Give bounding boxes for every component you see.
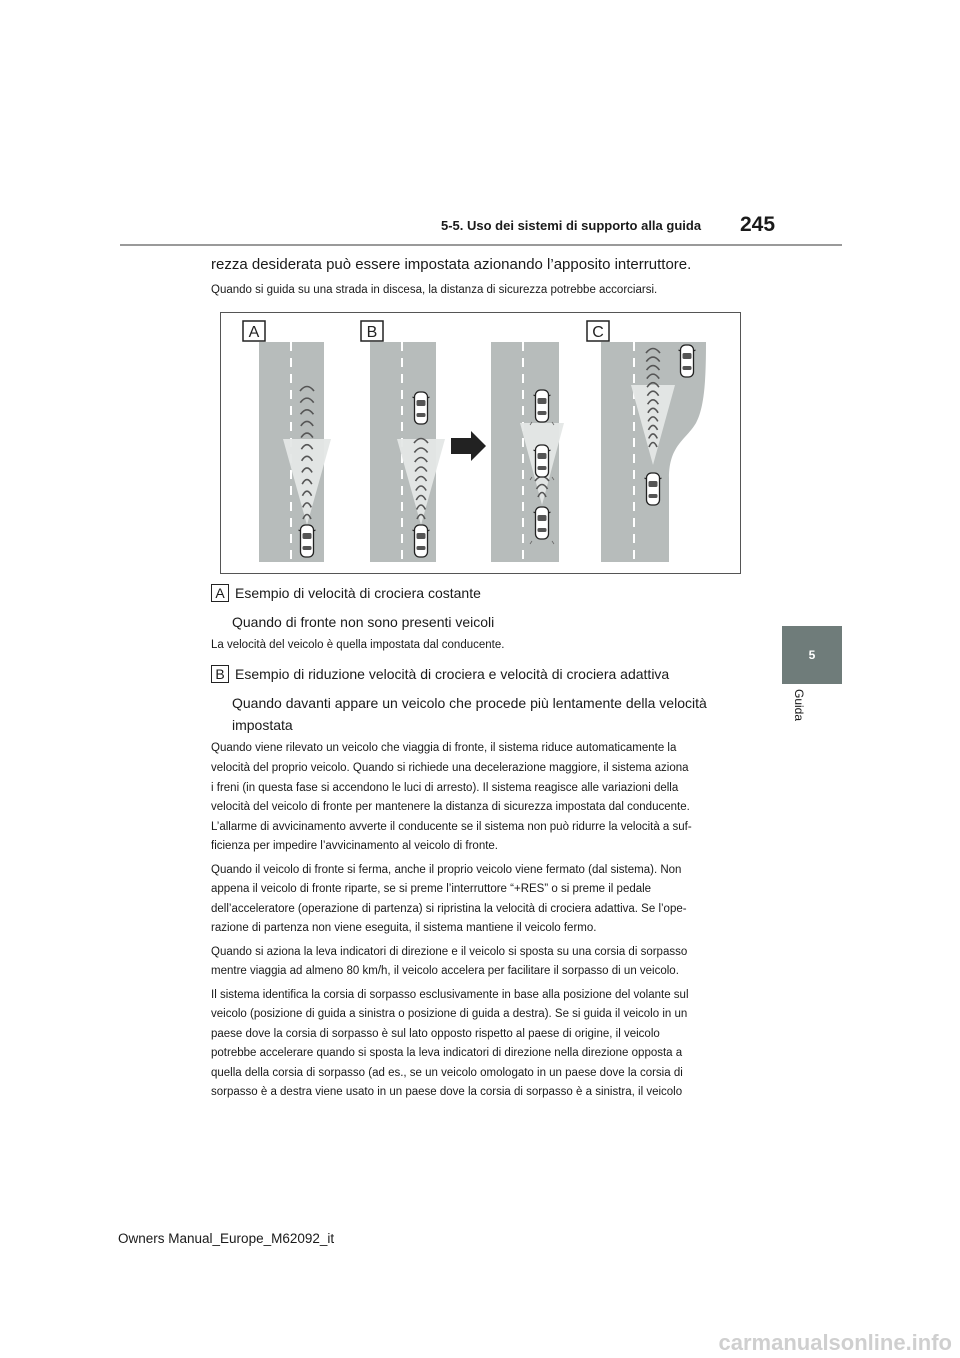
own-car-b2 <box>534 507 551 539</box>
scene-a <box>243 321 331 562</box>
item-b-line-11: Quando si aziona la leva indicatori di direzione e il veicolo si sposta su una corsia di sorpasso <box>211 946 688 958</box>
item-b-line-5: L’allarme di avvicinamento avverte il conducente se il sistema non può ridurre la velocità a suf- <box>211 821 692 833</box>
item-b-line-15: paese dove la corsia di sorpasso è sul lato opposto rispetto al paese di origine, il veicolo <box>211 1028 660 1040</box>
acc-diagram-drawing <box>221 313 742 575</box>
item-b-line-12: mentre viaggia ad almeno 80 km/h, il veicolo accelera per facilitare il sorpasso di un veicolo. <box>211 965 679 977</box>
item-b-line-3: i freni (in questa fase si accendono le luci di arresto). Il sistema reagisce alle variazioni della <box>211 782 679 794</box>
item-b-heading <box>211 665 669 683</box>
item-b-line-7: Quando il veicolo di fronte si ferma, anche il proprio veicolo viene fermato (dal sistema). Non <box>211 864 682 876</box>
lead-car-b2 <box>534 390 551 422</box>
item-b-line-16: potrebbe accelerare quando si sposta la leva indicatori di direzione nella direzione opposta a <box>211 1047 683 1059</box>
item-b-line-6: ficienza per impedire l’avvicinamento al veicolo di fronte. <box>211 840 499 852</box>
item-b-line-1: Quando viene rilevato un veicolo che viaggia di fronte, il sistema riduce automaticamente la <box>211 742 677 754</box>
label-b: B <box>366 324 378 341</box>
item-a-title: Esempio di velocità di crociera costante <box>235 585 481 601</box>
own-car-c <box>645 473 662 505</box>
lead-car-b1 <box>413 392 430 424</box>
item-a-subtitle: Quando di fronte non sono presenti veicoli <box>232 614 495 630</box>
item-b-line-2: velocità del proprio veicolo. Quando si richiede una decelerazione maggiore, il sistema aziona <box>211 762 689 774</box>
header-divider <box>120 244 842 246</box>
item-b-letter: B <box>211 665 229 683</box>
page-number: 245 <box>740 213 776 236</box>
chapter-tab[interactable] <box>782 626 842 684</box>
scene-c <box>587 321 706 562</box>
label-c: C <box>592 324 604 341</box>
item-b-line-10: razione di partenza non viene eseguita, il sistema mantiene il veicolo fermo. <box>211 922 597 934</box>
acc-diagram <box>220 312 741 574</box>
item-b-line-4: velocità del veicolo di fronte per mantenere la distanza di sicurezza impostata dal conducente. <box>211 801 690 813</box>
item-b-title: Esempio di riduzione velocità di crociera e velocità di crociera adattiva <box>235 666 670 682</box>
item-a-body: La velocità del veicolo è quella impostata dal conducente. <box>211 639 505 651</box>
item-b-line-13: Il sistema identifica la corsia di sorpasso esclusivamente in base alla posizione del volante sul <box>211 989 689 1001</box>
own-car-b1 <box>413 525 430 557</box>
section-title: 5-5. Uso dei sistemi di supporto alla guida <box>441 218 702 233</box>
scene-b2 <box>491 342 564 562</box>
note-line: Quando si guida su una strada in discesa, la distanza di sicurezza potrebbe accorciarsi. <box>211 284 658 296</box>
item-b-line-9: dell’acceleratore (operazione di partenza) si ripristina la velocità di crociera adattiva. Se l’ope- <box>211 903 687 915</box>
item-b-subtitle-line1: Quando davanti appare un veicolo che procede più lentamente della velocità <box>232 695 707 711</box>
watermark: carmanualsonline.info <box>590 1328 960 1358</box>
item-b-line-17: quella della corsia di sorpasso (ad es., se un veicolo omologato in un paese dove la corsia di <box>211 1067 683 1079</box>
chapter-number: 5 <box>808 648 816 662</box>
item-b-subtitle-line2: impostata <box>232 717 293 733</box>
item-b-line-18: sorpasso è a destra viene usato in un paese dove la corsia di sorpasso è a sinistra, il veicolo <box>211 1086 683 1098</box>
scene-b1 <box>361 321 445 562</box>
lead-line: rezza desiderata può essere impostata azionando l’apposito interruttore. <box>211 256 692 273</box>
item-b-line-8: appena il veicolo di fronte riparte, se si preme l’interruttore “+RES” o si preme il pedale <box>211 883 652 895</box>
own-car-a <box>299 525 316 557</box>
mid-car-b2 <box>534 445 551 477</box>
item-a-letter: A <box>211 584 229 602</box>
item-b-line-14: veicolo (posizione di guida a sinistra o posizione di guida a destra). Se si guida il veicolo in un <box>211 1008 688 1020</box>
transition-arrow <box>451 431 486 461</box>
footer-doc-id: Owners Manual_Europe_M62092_it <box>118 1231 335 1246</box>
chapter-label: Guida <box>792 689 806 722</box>
label-a: A <box>248 324 260 341</box>
item-a-heading <box>211 584 481 602</box>
lead-car-c <box>679 345 696 377</box>
